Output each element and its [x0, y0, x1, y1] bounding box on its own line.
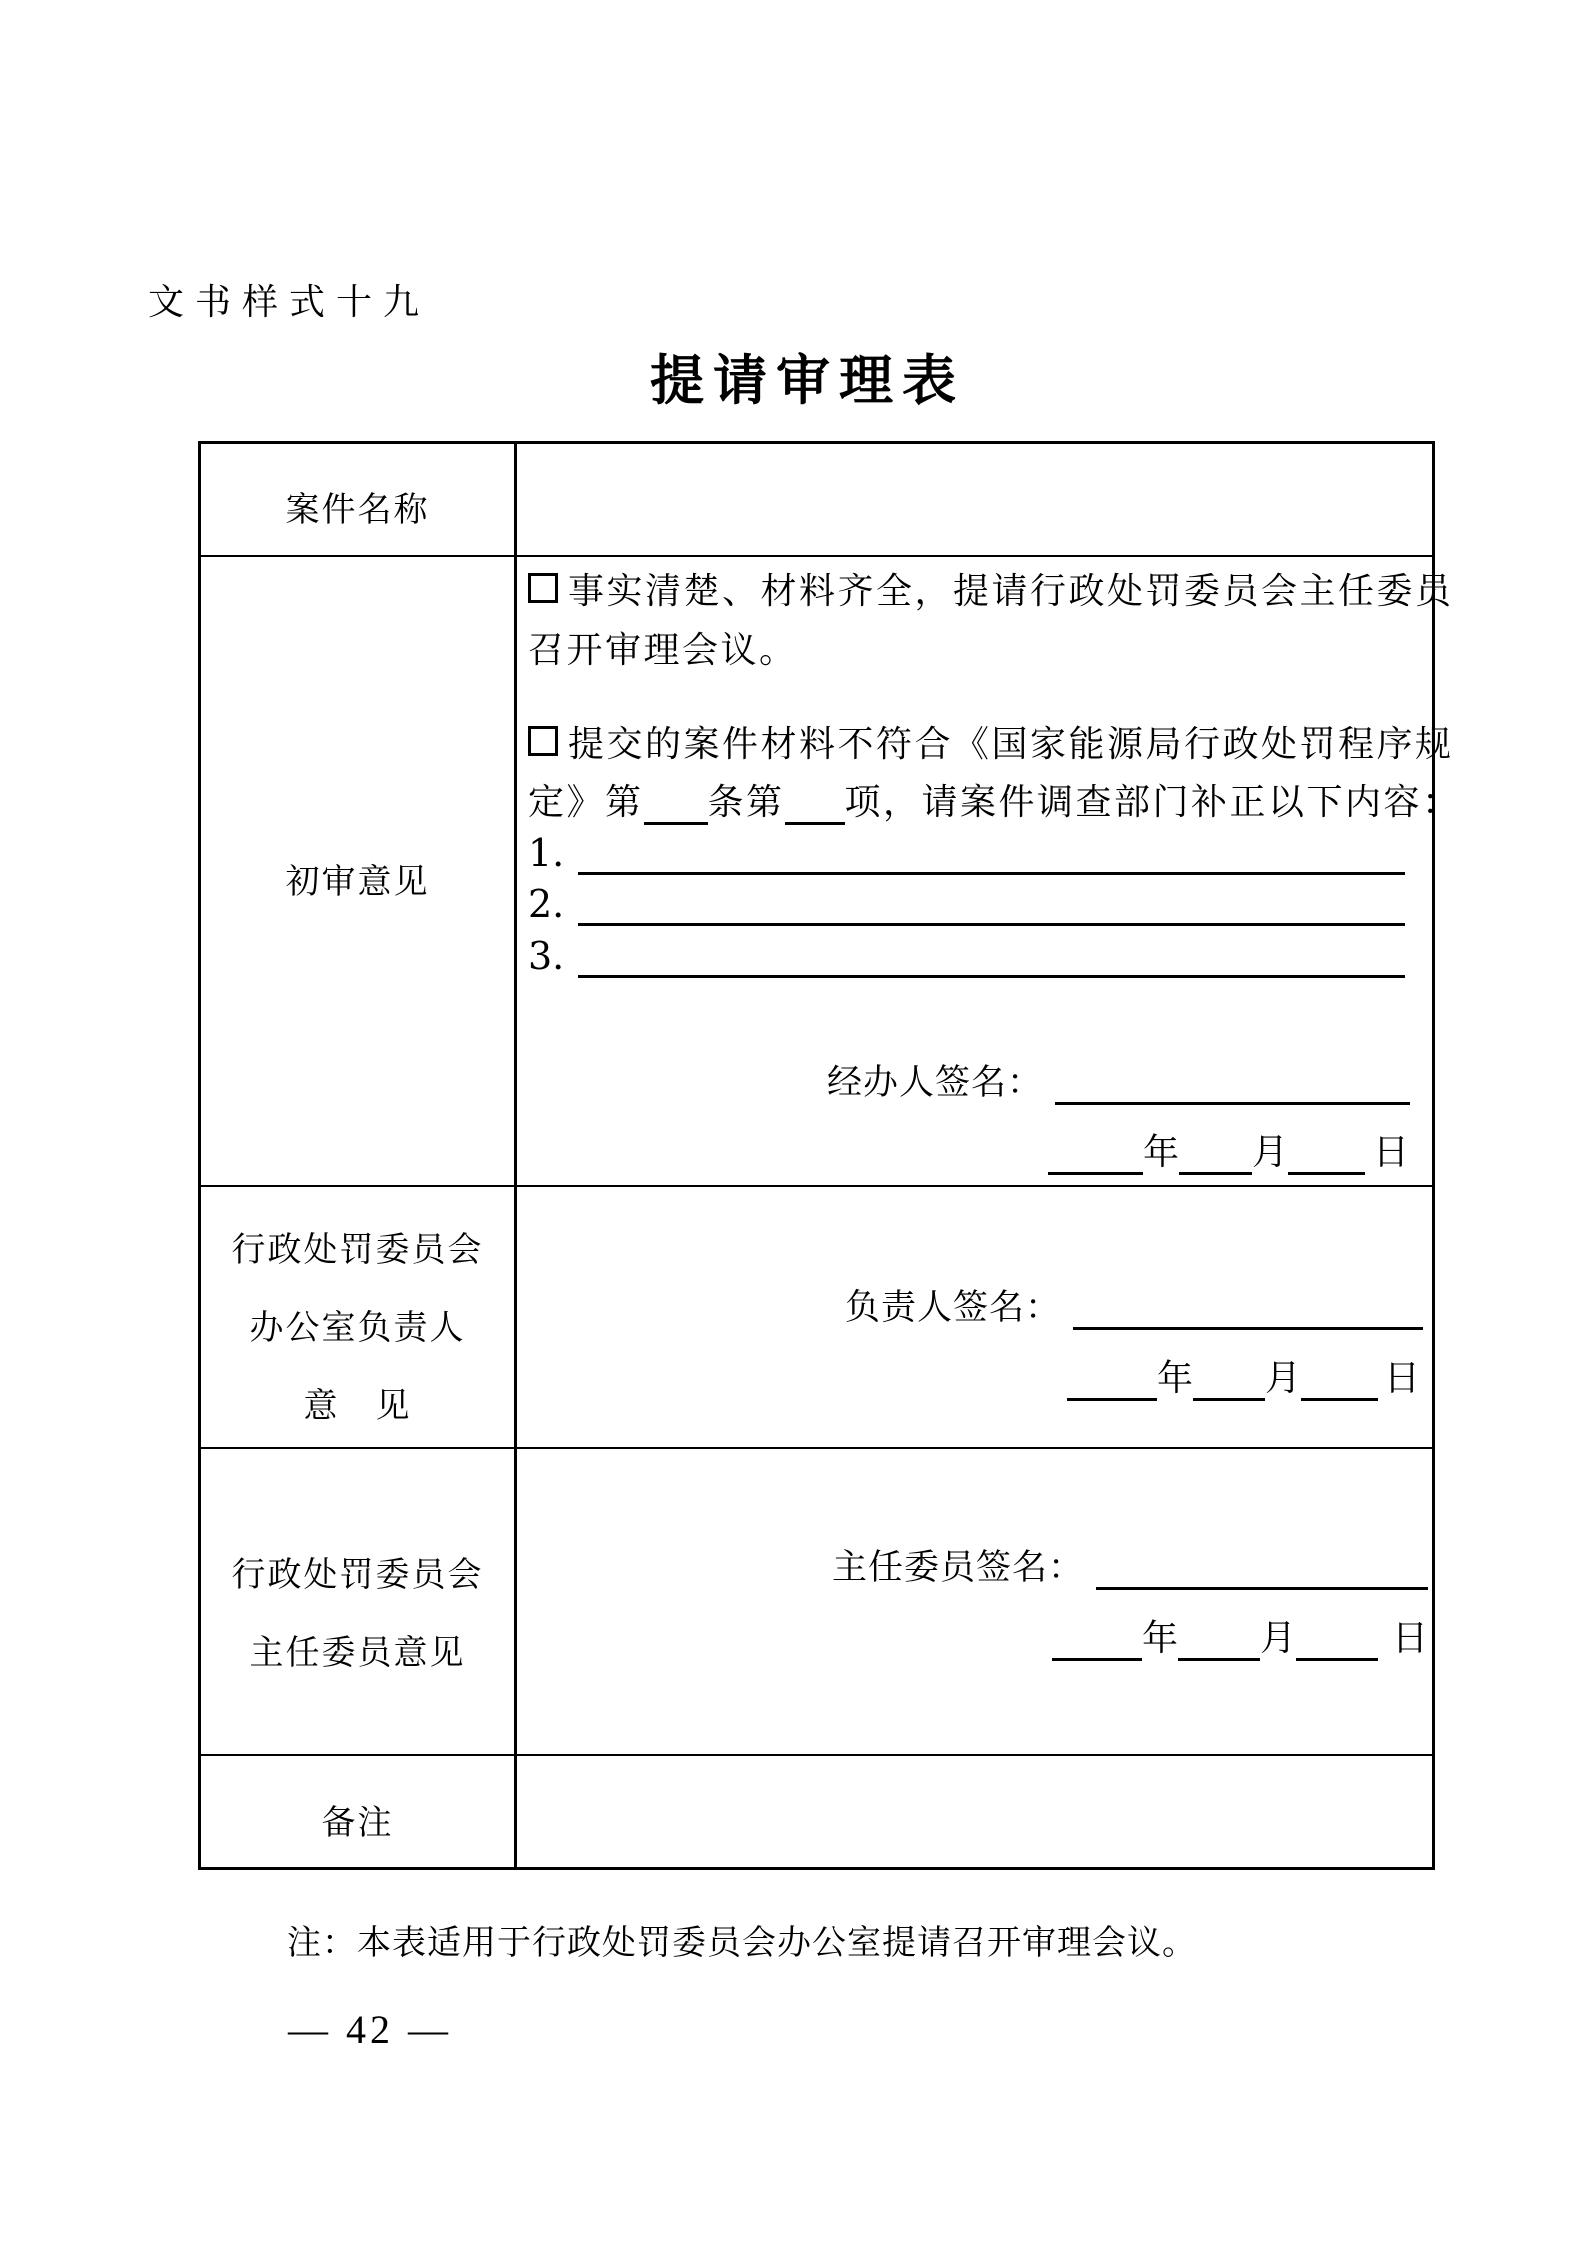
checkbox-icon [528, 726, 558, 756]
chief-member-label-line1: 行政处罚委员会 [231, 1557, 484, 1594]
office-head-date-line [1067, 1358, 1421, 1401]
option1-line1 [528, 568, 1454, 611]
day-label: 日 [1392, 1618, 1429, 1658]
remarks-label: 备注 [321, 1805, 394, 1842]
row-divider [198, 555, 1435, 557]
month-label: 月 [1260, 1618, 1297, 1658]
handler-date-line [1048, 1132, 1410, 1175]
clause-prefix: 定》第 [528, 782, 644, 822]
day-blank [1301, 1398, 1378, 1401]
doc-style-label: 文书样式十九 [148, 282, 431, 322]
footnote: 注：本表适用于行政处罚委员会办公室提请召开审理会议。 [287, 1925, 1197, 1962]
item-number-blank [785, 822, 845, 825]
day-blank [1296, 1658, 1378, 1661]
clause-mid: 条第 [707, 782, 785, 822]
chief-signature-line [1096, 1587, 1428, 1590]
handler-signature-row [827, 1061, 1410, 1105]
option1-text: 事实清楚、材料齐全，提请行政处罚委员会主任委员 [568, 570, 1454, 611]
year-label: 年 [1143, 1132, 1180, 1172]
item-blank-line [578, 975, 1405, 978]
office-head-signature-row [845, 1286, 1423, 1330]
office-head-signature-label: 负责人签名： [845, 1288, 1062, 1327]
list-item-3 [528, 934, 1405, 978]
day-label: 日 [1373, 1132, 1410, 1172]
year-blank [1052, 1658, 1142, 1661]
month-blank [1178, 1658, 1260, 1661]
chief-member-label-line2: 主任委员意见 [249, 1635, 466, 1672]
month-label: 月 [1252, 1132, 1289, 1172]
day-blank [1288, 1172, 1365, 1175]
item-number: 1. [528, 831, 565, 875]
month-label: 月 [1265, 1358, 1302, 1398]
chief-date-line [1052, 1618, 1429, 1661]
checkbox-icon [528, 573, 558, 603]
year-blank [1067, 1398, 1157, 1401]
item-number: 3. [528, 934, 565, 978]
chief-signature-label: 主任委员签名： [832, 1548, 1085, 1587]
day-label: 日 [1384, 1358, 1421, 1398]
item-blank-line [578, 923, 1405, 926]
option2-clause-line [528, 781, 1461, 825]
office-head-label-line3: 意 见 [303, 1388, 412, 1425]
page-number: — 42 — [288, 2007, 452, 2052]
month-blank [1179, 1172, 1252, 1175]
office-head-label-line1: 行政处罚委员会 [231, 1232, 484, 1269]
item-number: 2. [528, 882, 565, 926]
preliminary-review-label: 初审意见 [285, 864, 430, 901]
row-divider [198, 1447, 1435, 1449]
item-blank-line [578, 872, 1405, 875]
list-item-1 [528, 831, 1405, 875]
row-divider [198, 1754, 1435, 1756]
article-number-blank [644, 822, 708, 825]
office-head-signature-line [1073, 1327, 1423, 1330]
handler-signature-label: 经办人签名： [827, 1063, 1044, 1102]
option2-text: 提交的案件材料不符合《国家能源局行政处罚程序规 [568, 723, 1454, 764]
month-blank [1193, 1398, 1265, 1401]
office-head-label-line2: 办公室负责人 [249, 1310, 466, 1347]
clause-suffix: 项，请案件调查部门补正以下内容： [844, 782, 1461, 822]
row-divider [198, 1185, 1435, 1187]
chief-signature-row [832, 1546, 1428, 1590]
case-name-label: 案件名称 [285, 492, 430, 529]
handler-signature-line [1055, 1102, 1410, 1105]
form-title: 提请审理表 [650, 351, 965, 411]
option2-line1 [528, 721, 1454, 764]
option1-line2: 召开审理会议。 [528, 630, 798, 670]
year-blank [1048, 1172, 1143, 1175]
year-label: 年 [1157, 1358, 1194, 1398]
table-column-divider [514, 441, 517, 1870]
list-item-2 [528, 882, 1405, 926]
year-label: 年 [1142, 1618, 1179, 1658]
